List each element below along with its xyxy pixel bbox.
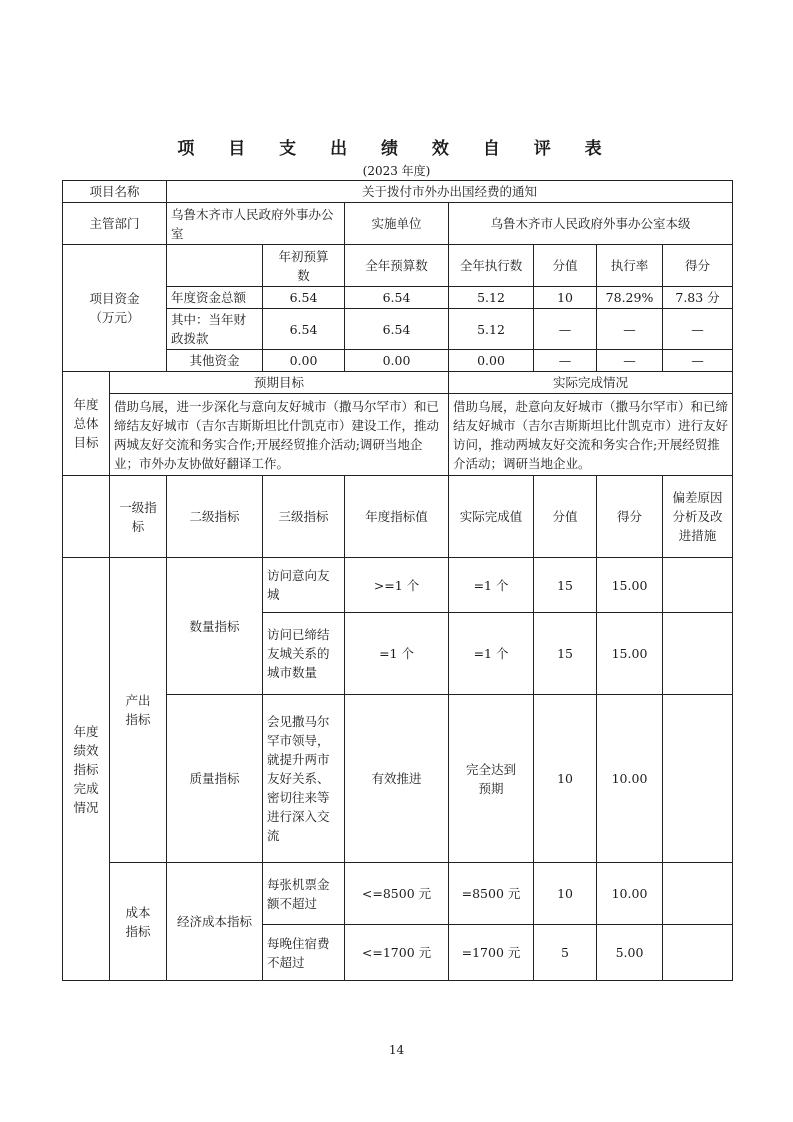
header-score: 得分 [597,476,663,558]
funds-header-score: 得分 [663,245,733,287]
funds-row-full-budget: 0.00 [345,350,449,372]
funds-label-text: 项目资金（万元） [89,291,140,325]
funds-header-budget: 年初预算数 [263,245,345,287]
econ-cost-indicator-label: 经济成本指标 [167,863,263,981]
indicator-note [663,925,733,981]
goals-actual-text: 借助乌展，赴意向友好城市（撒马尔罕市）和已缔结友好城市（吉尔吉斯斯坦比什凯克市）进行友好访问，推动两城友好交流和务实合作;开展经贸推介活动；调研当地企业。 [449,394,733,476]
indicator-target: >=1 个 [345,558,449,613]
funds-label [63,245,167,372]
funds-row-full-budget: 6.54 [345,309,449,350]
impl-label: 实施单位 [345,203,449,245]
indicator-score: 10.00 [597,863,663,925]
impl-value: 乌鲁木齐市人民政府外事办公室本级 [449,203,733,245]
goals-expected-text: 借助乌展，进一步深化与意向友好城市（撒马尔罕市）和已缔结友好城市（吉尔吉斯斯坦比什凯克市）建设工作，推动两城友好交流和务实合作;开展经贸推介活动;调研当地企业；市外办友协做好翻译工作。 [110,394,449,476]
project-name-value: 关于拨付市外办出国经费的通知 [167,181,733,203]
indicator-row [63,863,733,925]
indicator-score-value: 15 [534,558,597,613]
funds-row-budget: 6.54 [263,309,345,350]
funds-row-executed: 5.12 [449,287,534,309]
department-row [63,203,733,245]
dept-value: 乌鲁木齐市人民政府外事办公室 [167,203,345,245]
goals-actual-label: 实际完成情况 [449,372,733,394]
year-subtitle: (2023 年度) [362,164,431,178]
funds-row-name: 其中：当年财政拨款 [167,309,263,350]
header-l1: 一级指标 [110,476,167,558]
indicator-target: 有效推进 [345,695,449,863]
funds-row-executed: 0.00 [449,350,534,372]
indicator-note [663,695,733,863]
indicator-score: 15.00 [597,613,663,695]
funds-row-score-value: 10 [534,287,597,309]
goals-content-row [63,394,733,476]
indicator-note [663,863,733,925]
funds-header-row [63,245,733,287]
indicator-score: 5.00 [597,925,663,981]
page-title: 项 目 支 出 绩 效 自 评 表 [177,139,616,159]
indicator-note [663,558,733,613]
goals-header-row [63,372,733,394]
indicator-note [663,613,733,695]
indicator-l3: 访问意向友城 [263,558,345,613]
quantity-indicator-label: 数量指标 [167,558,263,695]
funds-row-name: 其他资金 [167,350,263,372]
indicator-target: <=8500 元 [345,863,449,925]
indicators-section-label: 年度绩效指标完成情况 [63,558,110,981]
indicators-header-empty [63,476,110,558]
indicator-l3: 每晚住宿费不超过 [263,925,345,981]
goals-expected-label: 预期目标 [110,372,449,394]
header-actual: 实际完成值 [449,476,534,558]
header-l2: 二级指标 [167,476,263,558]
funds-row-rate: — [597,309,663,350]
funds-header-score-value: 分值 [534,245,597,287]
indicator-actual: =1 个 [449,558,534,613]
indicator-actual: =1700 元 [449,925,534,981]
header-l3: 三级指标 [263,476,345,558]
cost-indicator-label: 成本指标 [110,863,167,981]
indicator-score-value: 10 [534,863,597,925]
funds-row-score-value: — [534,309,597,350]
indicator-score: 15.00 [597,558,663,613]
funds-header-empty [167,245,263,287]
funds-row-full-budget: 6.54 [345,287,449,309]
indicator-actual: =1 个 [449,613,534,695]
indicator-actual: 完全达到预期 [449,695,534,863]
funds-row-name: 年度资金总额 [167,287,263,309]
funds-row-budget: 6.54 [263,287,345,309]
indicator-l3: 会见撒马尔罕市领导，就提升两市友好关系、密切往来等进行深入交流 [263,695,345,863]
indicators-header-row [63,476,733,558]
indicator-score: 10.00 [597,695,663,863]
quality-indicator-label: 质量指标 [167,695,263,863]
funds-row-executed: 5.12 [449,309,534,350]
indicator-actual: =8500 元 [449,863,534,925]
indicator-l3: 访问已缔结友城关系的城市数量 [263,613,345,695]
indicator-target: <=1700 元 [345,925,449,981]
funds-row-score: 7.83 分 [663,287,733,309]
header-deviation: 偏差原因分析及改进措施 [663,476,733,558]
performance-table [62,180,733,981]
funds-row-budget: 0.00 [263,350,345,372]
funds-header-full-budget: 全年预算数 [345,245,449,287]
funds-row-score-value: — [534,350,597,372]
header-target: 年度指标值 [345,476,449,558]
dept-label: 主管部门 [63,203,167,245]
indicator-score-value: 15 [534,613,597,695]
funds-row-score: — [663,309,733,350]
output-indicator-label: 产出指标 [110,558,167,863]
goals-label: 年度总体目标 [63,372,110,476]
indicator-score-value: 10 [534,695,597,863]
funds-row-score: — [663,350,733,372]
indicator-score-value: 5 [534,925,597,981]
funds-row-rate: — [597,350,663,372]
funds-header-executed: 全年执行数 [449,245,534,287]
indicator-row [63,558,733,613]
project-name-label: 项目名称 [63,181,167,203]
indicator-l3: 每张机票金额不超过 [263,863,345,925]
funds-header-rate: 执行率 [597,245,663,287]
header-score-value: 分值 [534,476,597,558]
page-number: 14 [388,1043,405,1057]
project-name-row [63,181,733,203]
funds-row-rate: 78.29% [597,287,663,309]
indicator-target: =1 个 [345,613,449,695]
